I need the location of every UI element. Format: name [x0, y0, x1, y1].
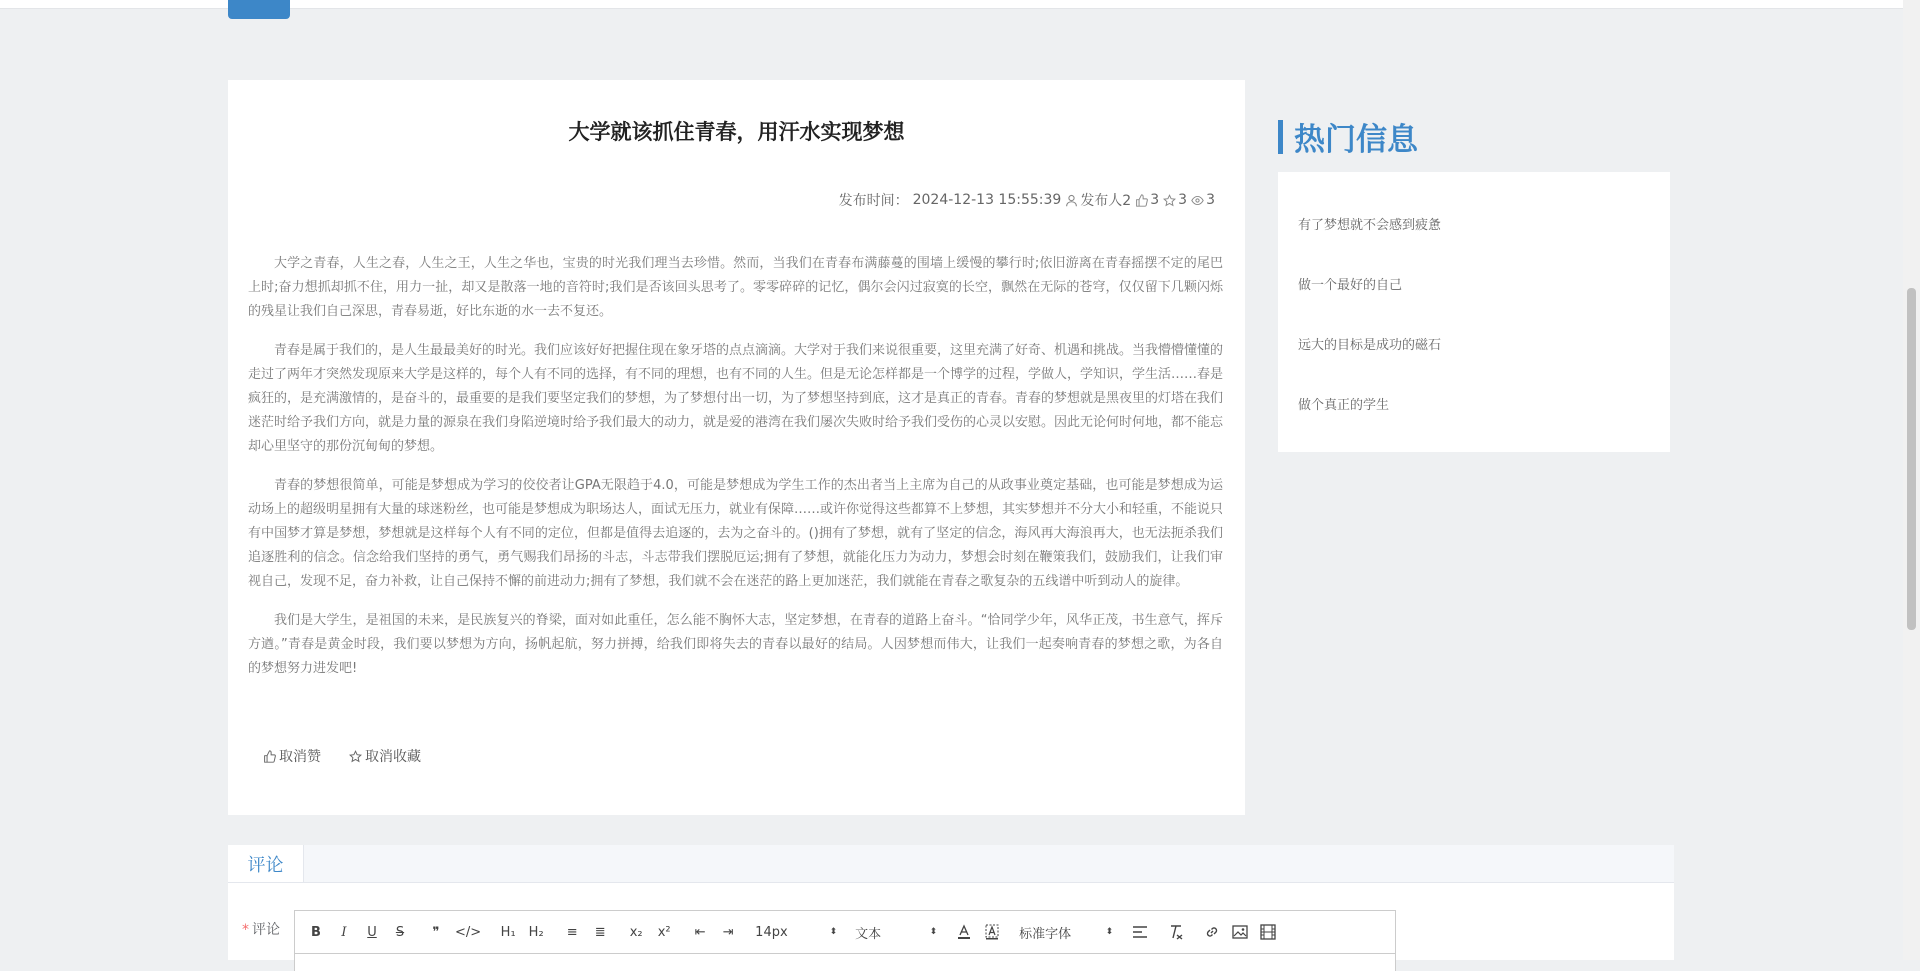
strike-button[interactable]: S [395, 924, 405, 940]
font-size-picker[interactable] [755, 920, 837, 944]
tab-comments[interactable]: 评论 [228, 845, 304, 882]
required-mark: * [242, 922, 249, 938]
chevron-up-down-icon: ⬍ [929, 927, 938, 937]
page-scrollbar[interactable] [1903, 0, 1920, 960]
views-count: 3 [1206, 192, 1215, 208]
bold-button[interactable]: B [311, 924, 321, 940]
thumbs-up-icon [263, 750, 276, 763]
comment-label-text: 评论 [252, 922, 280, 938]
link-icon[interactable] [1203, 920, 1221, 944]
publish-time-label: 发布时间： [838, 193, 909, 209]
code-block-icon[interactable]: </> [455, 924, 482, 940]
article-title: 大学就该抓住青春，用汗水实现梦想 [568, 120, 905, 144]
header2-button[interactable]: H₂ [528, 924, 544, 940]
outdent-icon[interactable]: ⇤ [694, 924, 706, 940]
star-icon [349, 750, 362, 763]
font-size-value: 14px [755, 924, 788, 940]
chevron-up-down-icon: ⬍ [829, 927, 838, 937]
article-paragraph: 青春是属于我们的，是人生最最美好的时光。我们应该好好把握住现在象牙塔的点点滴滴。大学对于我们来说很重要，这里充满了好奇、机遇和挑战。当我懵懵懂懂的走过了两年才突然发现原来大学是这样的，每个人有不同的选择，有不同的理想，也有不同的人生。但是无论怎样都是一个博学的过程，学做人，学知识，学生活……春是疯狂的，是充满激情的，是奋斗的，最重要的是我们要坚定我们的梦想，为了梦想付出一切，为了梦想坚持到底，这才是真正的青春。青春的梦想就是黑夜里的灯塔在我们迷茫时给予我们方向，就是力量的源泉在我们身陷逆境时给予我们最大的动力，就是爱的港湾在我们屡次失败时给予我们受伤的心灵以安慰。因此无论何时何地，都不能忘却心里坚守的那份沉甸甸的梦想。 [248, 342, 1224, 455]
eye-icon [1191, 194, 1204, 207]
article-meta [839, 190, 1215, 210]
bullet-list-icon[interactable]: ≣ [594, 924, 606, 940]
hot-info-title: 热门信息 [1294, 122, 1418, 158]
article-body [248, 252, 1223, 695]
indent-icon[interactable]: ⇥ [722, 924, 734, 940]
likes [1135, 192, 1159, 208]
hot-info-item[interactable]: 有了梦想就不会感到疲惫 [1298, 218, 1442, 233]
text-color-icon[interactable] [955, 920, 973, 944]
favorites [1163, 192, 1187, 208]
publish-time: 2024-12-13 15:55:39 [912, 192, 1062, 208]
editor-toolbar [295, 911, 1395, 954]
italic-button[interactable]: I [341, 924, 347, 940]
align-icon[interactable] [1131, 920, 1149, 944]
likes-count: 3 [1150, 192, 1160, 208]
hot-info-list [1278, 172, 1670, 452]
unfavorite-label: 取消收藏 [365, 749, 421, 765]
header-picker[interactable] [855, 920, 937, 944]
font-family-value: 标准字体 [1019, 926, 1072, 942]
article-paragraph: 大学之青春，人生之春，人生之王，人生之华也，宝贵的时光我们理当去珍惜。然而，当我们在青春布满藤蔓的围墙上缓慢的攀行时;依旧游离在青春摇摆不定的尾巴上时;奋力想抓却抓不住，用力一扯，却又是散落一地的音符时;我们是否该回头思考了。零零碎碎的记忆，偶尔会闪过寂寞的长空，飘然在无际的苍穹，仅仅留下几颗闪烁的残星让我们自己深思，青春易逝，好比东逝的水一去不复还。 [248, 256, 1223, 320]
hot-info-header [1278, 114, 1418, 159]
header-button[interactable] [228, 0, 290, 19]
hot-info-accent-bar [1278, 120, 1283, 154]
star-icon [1163, 194, 1176, 207]
article-card [228, 80, 1245, 815]
user-icon [1065, 194, 1078, 207]
header-value: 文本 [855, 926, 882, 942]
comments-section [228, 845, 1674, 960]
favorites-count: 3 [1178, 192, 1188, 208]
thumbs-up-icon [1135, 194, 1148, 207]
author-name: 发布人2 [1080, 193, 1132, 209]
superscript-button[interactable]: x² [657, 924, 671, 940]
views [1191, 192, 1215, 208]
ordered-list-icon[interactable]: ≡ [566, 924, 578, 940]
hot-info-item[interactable]: 做一个最好的自己 [1298, 278, 1403, 293]
article-paragraph: 青春的梦想很简单，可能是梦想成为学习的佼佼者让GPA无限趋于4.0，可能是梦想成为学生工作的杰出者当上主席为自己的从政事业奠定基础，也可能是梦想成为运动场上的超级明星拥有大量的球迷粉丝，也可能是梦想成为职场达人，面试无压力，就业有保障……或许你觉得这些都算不上梦想，其实梦想并不分大小和轻重，不能说只有中国梦才算是梦想，梦想就是这样每个人有不同的定位，但都是值得去追逐的，去为之奋斗的。()拥有了梦想，就有了坚定的信念，海风再大海浪再大，也无法扼杀我们追逐胜利的信念。信念给我们坚持的勇气，勇气赐我们昂扬的斗志，斗志带我们摆脱厄运;拥有了梦想，就能化压力为动力，梦想会时刻在鞭策我们，鼓励我们，让我们审视自己，发现不足，奋力补救，让自己保持不懈的前进动力;拥有了梦想，我们就不会在迷茫的路上更加迷茫，我们就能在青春之歌复杂的五线谱中听到动人的旋律。 [248, 477, 1224, 590]
hot-info-item[interactable]: 远大的目标是成功的磁石 [1298, 338, 1442, 353]
font-family-picker[interactable] [1019, 920, 1113, 944]
blockquote-icon[interactable]: ❞ [432, 924, 440, 940]
comment-field-label [242, 919, 280, 939]
article-actions [263, 746, 421, 766]
scrollbar-thumb[interactable] [1907, 288, 1916, 630]
article-paragraph: 我们是大学生，是祖国的未来，是民族复兴的脊梁，面对如此重任，怎么能不胸怀大志，坚定梦想，在青春的道路上奋斗。“恰同学少年，风华正茂，书生意气，挥斥方遒。”青春是黄金时段，我们要以梦想为方向，扬帆起航，努力拼搏，给我们即将失去的青春以最好的结局。人因梦想而伟大，让我们一起奏响青春的梦想之歌，为各自的梦想努力进发吧! [248, 612, 1223, 677]
chevron-up-down-icon: ⬍ [1105, 927, 1114, 937]
hot-info-item[interactable]: 做个真正的学生 [1298, 398, 1390, 413]
subscript-button[interactable]: x₂ [629, 924, 643, 940]
comments-tabs [228, 845, 1674, 883]
background-color-icon[interactable] [983, 920, 1001, 944]
author [1065, 190, 1131, 210]
unfavorite-button[interactable] [349, 746, 421, 766]
underline-button[interactable]: U [367, 924, 377, 940]
clear-format-icon[interactable] [1167, 920, 1185, 944]
image-icon[interactable] [1231, 920, 1249, 944]
unlike-button[interactable] [263, 746, 321, 766]
header1-button[interactable]: H₁ [500, 924, 516, 940]
video-icon[interactable] [1259, 920, 1277, 944]
comment-editor[interactable] [294, 910, 1396, 971]
unlike-label: 取消赞 [279, 749, 321, 765]
